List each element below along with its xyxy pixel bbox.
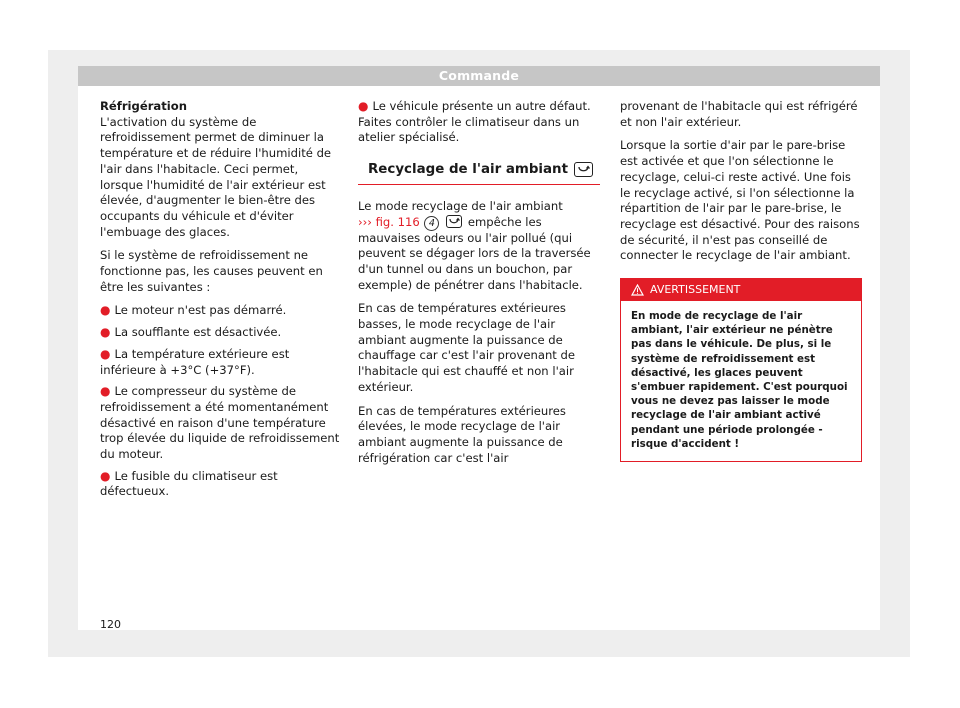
manual-page <box>78 66 880 630</box>
air-recirculation-icon <box>446 215 462 228</box>
paragraph: Le mode recyclage de l'air ambiant ››› fig. 116 4 empêche les mauvaises odeurs ou l'air pollué (qui peuvent se dégager lors de la traversée d'un tunnel ou dans un bouchon, par exemple) de pénétrer dans l'habitacle. <box>358 198 591 292</box>
paragraph: L'activation du système de refroidissement permet de diminuer la température et de réduire l'humidité de l'air dans l'habitacle. Ceci permet, lorsque l'humidité de l'air extérieur est élevée, d'augmenter le bien-être des occupants du véhicule et d'éviter l'embuage des glaces. <box>100 114 332 239</box>
defect-list <box>358 99 600 146</box>
section-header: Commande <box>78 66 880 86</box>
warning-text: En mode de recyclage de l'air ambiant, l'air extérieur ne pénètre pas dans le véhicule. De plus, si le système de refroidissement est désactivé, les glaces peuvent s'embuer rapidement. C'est pourquoi vous ne devez pas laisser le mode recyclage de l'air ambiant activé pendant une période prolongée - risque d'accident ! <box>631 310 848 450</box>
page-number: 120 <box>100 618 121 631</box>
paragraph: Si le système de refroidissement ne fonctionne pas, les causes peuvent en être les suivantes : <box>100 248 323 294</box>
warning-wrapper <box>620 278 860 462</box>
bullet-icon: ● <box>100 468 111 483</box>
heading-air-recirculation: Recyclage de l'air ambiant <box>358 162 600 185</box>
section-title-refrigeration: Réfrigération <box>100 99 187 113</box>
bullet-icon: ● <box>100 384 111 399</box>
paragraph: En cas de températures extérieures élevées, le mode recyclage de l'air ambiant augmente la puissance de réfrigération car c'est l'air <box>358 403 566 465</box>
column-middle <box>358 99 600 474</box>
callout-number: 4 <box>424 216 439 231</box>
paragraph: En cas de températures extérieures basses, le mode recyclage de l'air ambiant augmente la puissance de chauffage car c'est l'air provenant de l'habitacle qui est chauffé et non l'air extérieur. <box>358 301 576 394</box>
list-item: ● La soufflante est désactivée. <box>100 325 282 340</box>
bullet-icon: ● <box>100 346 111 361</box>
page-frame <box>48 50 910 657</box>
list-item: ● Le compresseur du système de refroidissement a été momentanément désactivé en raison d'une température trop élevée du liquide de refroidissement du moteur. <box>100 384 340 462</box>
bullet-icon: ● <box>358 99 369 113</box>
list-item: ● Le fusible du climatiseur est défectueux. <box>100 468 278 499</box>
warning-header: AVERTISSEMENT <box>621 279 861 301</box>
bullet-icon: ● <box>100 325 111 340</box>
warning-triangle-icon <box>631 282 644 304</box>
bullet-icon: ● <box>100 303 111 318</box>
column-right <box>620 99 860 462</box>
causes-list <box>100 303 342 500</box>
paragraph: Lorsque la sortie d'air par le pare-brise est activée et que l'on sélectionne le recyclage, celui-ci reste activé. Une fois le recyclage activé, si l'on sélectionne la répartition de l'air par le pare-brise, le recyclage est désactivé. Pour des raisons de sécurité, il n'est pas conseillé de connecter le recyclage de l'air ambiant. <box>620 138 860 263</box>
air-recirculation-icon <box>574 162 593 177</box>
list-item: ● La température extérieure est inférieure à +3°C (+37°F). <box>100 346 290 377</box>
figure-reference-link[interactable]: ››› fig. 116 <box>358 214 420 229</box>
paragraph: provenant de l'habitacle qui est réfrigéré et non l'air extérieur. <box>620 99 858 129</box>
list-item: ● Le moteur n'est pas démarré. <box>100 303 287 318</box>
warning-box <box>620 278 862 462</box>
list-item: ● Le véhicule présente un autre défaut. Faites contrôler le climatiseur dans un atelier spécialisé. <box>358 99 591 145</box>
column-left <box>100 99 342 508</box>
